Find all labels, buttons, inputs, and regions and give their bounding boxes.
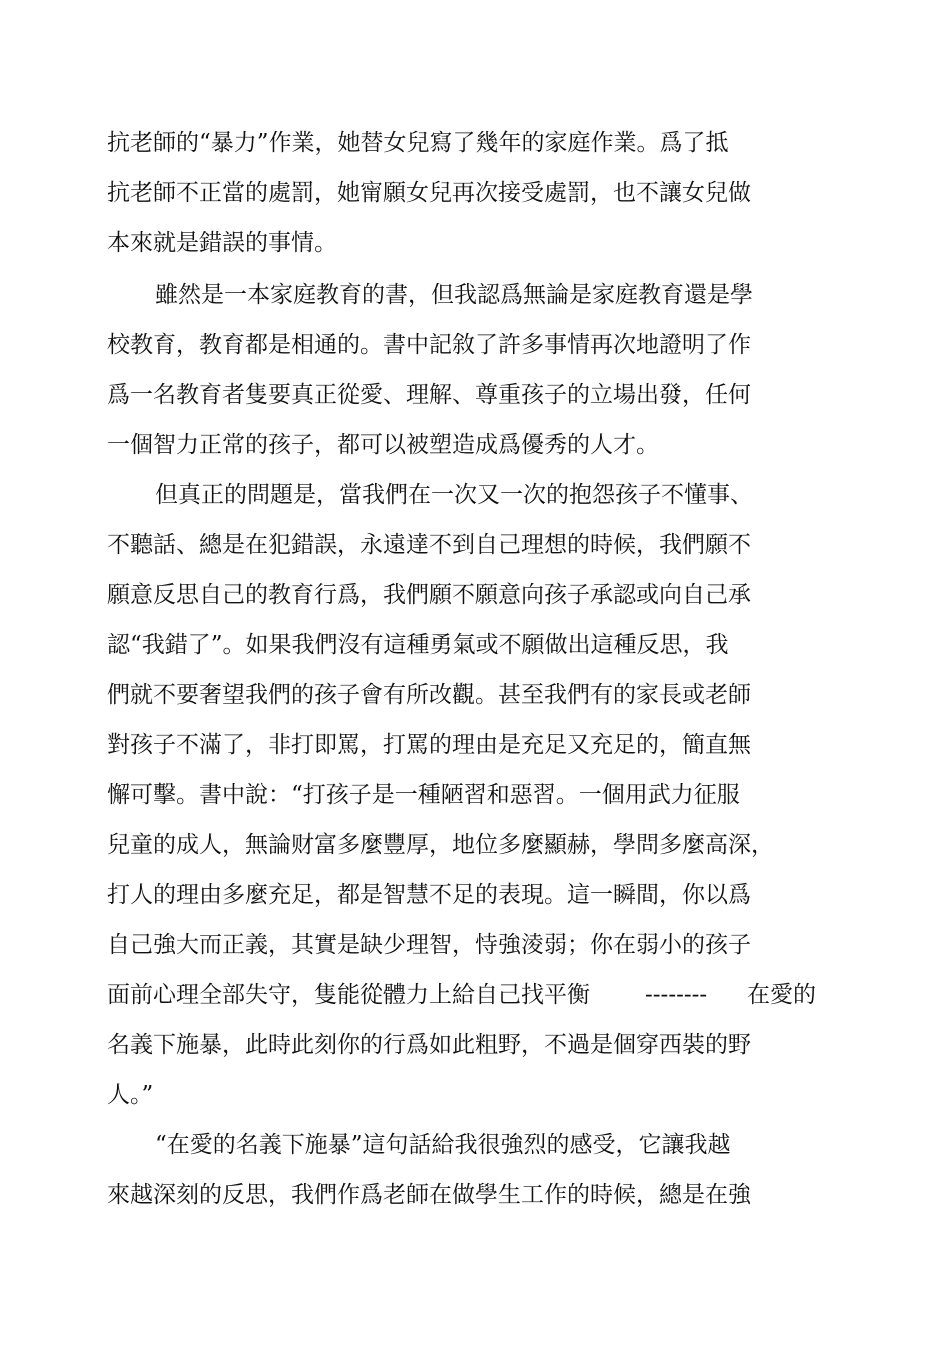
text-line: 人。” — [107, 1082, 154, 1108]
text-line: 們就不要奢望我們的孩子會有所改觀。甚至我們有的家長或老師 — [107, 682, 751, 708]
split-text-line — [107, 970, 827, 1020]
text-line: 兒童的成人，無論财富多麼豐厚，地位多麼顯赫，學問多麼高深， — [107, 832, 774, 858]
text-line: 本來就是錯誤的事情。 — [107, 230, 337, 256]
text-line: 願意反思自己的教育行爲，我們願不願意向孩子承認或向自己承 — [107, 582, 751, 608]
paragraph-start-line: “在愛的名義下施暴”這句話給我很強烈的感受，它讓我越 — [155, 1132, 731, 1158]
split-line-text: 面前心理全部失守，隻能從體力上給自己找平衡 — [107, 982, 590, 1008]
text-line: 來越深刻的反思，我們作爲老師在做學生工作的時候，總是在強 — [107, 1182, 751, 1208]
text-line: 爲一名教育者隻要真正從愛、理解、尊重孩子的立場出發，任何 — [107, 382, 751, 408]
text-line: 不聽話、總是在犯錯誤，永遠達不到自己理想的時候，我們願不 — [107, 532, 751, 558]
body-text — [107, 118, 827, 1220]
text-line: 懈可擊。書中說：“打孩子是一種陋習和惡習。一個用武力征服 — [107, 782, 740, 808]
paragraph-start-line: 雖然是一本家庭教育的書，但我認爲無論是家庭教育還是學 — [155, 282, 753, 308]
paragraph-start-line: 但真正的問題是，當我們在一次又一次的抱怨孩子不懂事、 — [155, 482, 753, 508]
text-line: 認“我錯了”。如果我們沒有這種勇氣或不願做出這種反思，我 — [107, 632, 729, 658]
text-line: 名義下施暴，此時此刻你的行爲如此粗野，不過是個穿西裝的野 — [107, 1032, 751, 1058]
text-line: 一個智力正常的孩子，都可以被塑造成爲優秀的人才。 — [107, 432, 659, 458]
text-line: 對孩子不滿了，非打即罵，打罵的理由是充足又充足的，簡直無 — [107, 732, 751, 758]
split-line-continuation: 在愛的 — [747, 982, 816, 1008]
text-line: 抗老師不正當的處罰，她甯願女兒再次接受處罰，也不讓女兒做 — [107, 180, 751, 206]
text-line: 校教育，教育都是相通的。書中記敘了許多事情再次地證明了作 — [107, 332, 751, 358]
split-line-dashes: -------- — [645, 982, 708, 1008]
text-line: 打人的理由多麼充足，都是智慧不足的表現。這一瞬間，你以爲 — [107, 882, 751, 908]
text-line: 抗老師的“暴力”作業，她替女兒寫了幾年的家庭作業。爲了抵 — [107, 130, 729, 156]
text-line: 自己強大而正義，其實是缺少理智，恃強淩弱；你在弱小的孩子 — [107, 932, 751, 958]
